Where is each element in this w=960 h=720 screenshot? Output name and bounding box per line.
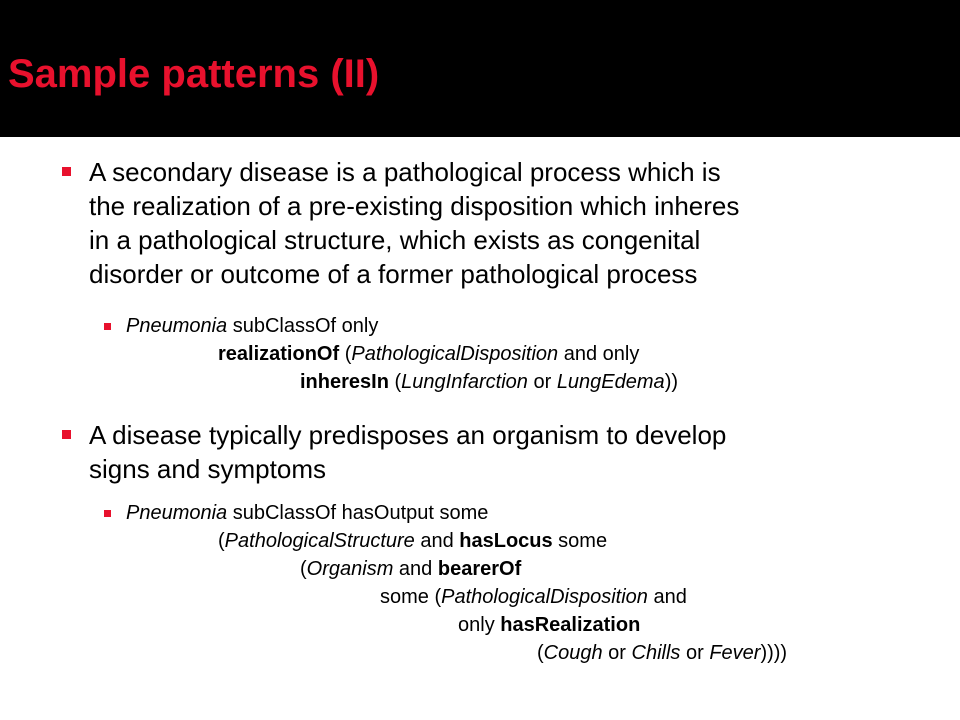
class-name: LungEdema [556,371,665,393]
sub-bullet-marker [104,510,111,517]
bullet-text-line: disorder or outcome of a former pathological process [89,259,698,289]
axiom-line [300,555,521,583]
keyword-text: subClassOf hasOutput some [227,502,489,524]
keyword-text: and [414,530,460,552]
keyword-text: ( [537,642,544,664]
axiom-line [126,312,378,340]
keyword-text: subClassOf only [227,315,379,337]
axiom-line [300,368,678,396]
keyword-text: ( [388,371,402,393]
class-name: Cough [543,642,603,664]
keyword-text: or [602,642,632,664]
class-name: LungInfarction [401,371,528,393]
class-name: Pneumonia [126,315,228,337]
keyword-text: )))) [760,642,788,664]
keyword-text: and [647,586,687,608]
class-name: PathologicalDisposition [441,586,648,608]
class-name: Organism [306,558,394,580]
bullet-text-line: signs and symptoms [89,454,326,484]
relation-name: realizationOf [218,343,340,365]
keyword-text: ( [218,530,225,552]
bullet-marker [62,167,71,176]
keyword-text: ( [300,558,307,580]
class-name: Chills [631,642,681,664]
relation-name: hasLocus [459,530,553,552]
axiom-line [126,499,488,527]
keyword-text: or [680,642,710,664]
keyword-text: and only [558,343,640,365]
keyword-text: )) [664,371,679,393]
axiom-line [218,340,639,368]
bullet-text-line: in a pathological structure, which exists as congenital [89,225,701,255]
keyword-text: or [527,371,557,393]
class-name: Pneumonia [126,502,228,524]
bullet-text-line: the realization of a pre-existing disposition which inheres [89,191,740,221]
keyword-text: some [552,530,608,552]
keyword-text: only [458,614,501,636]
keyword-text: some ( [380,586,442,608]
relation-name: inheresIn [300,371,389,393]
axiom-line [218,527,607,555]
class-name: Fever [709,642,761,664]
keyword-text: and [393,558,438,580]
slide-title: Sample patterns (II) [8,52,380,96]
bullet-text-line: A secondary disease is a pathological process which is [89,157,721,187]
bullet-marker [62,430,71,439]
axiom-line [380,583,687,611]
relation-name: hasRealization [500,614,641,636]
relation-name: bearerOf [437,558,522,580]
class-name: PathologicalDisposition [351,343,559,365]
axiom-line [458,611,640,639]
class-name: PathologicalStructure [224,530,415,552]
keyword-text: ( [339,343,352,365]
sub-bullet-marker [104,323,111,330]
axiom-line [537,639,787,667]
bullet-text-line: A disease typically predisposes an organism to develop [89,420,727,450]
